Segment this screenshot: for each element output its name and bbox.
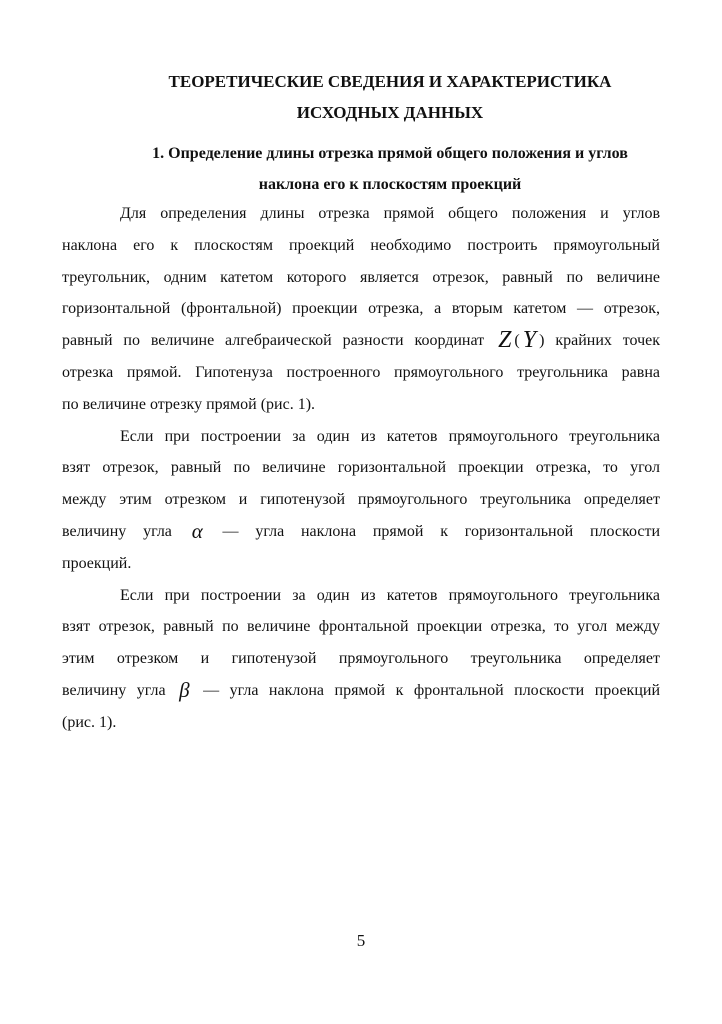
page-title-line-1: ТЕОРЕТИЧЕСКИЕ СВЕДЕНИЯ И ХАРАКТЕРИСТИКА (168, 72, 612, 91)
page-title (150, 66, 630, 128)
open-paren: ( (514, 332, 520, 350)
body-text (62, 198, 660, 739)
paragraph-2-line-4-start: величину угла (62, 522, 172, 540)
paragraph-1-line-1: Для определения длины отрезка прямой общего положения и углов (120, 205, 660, 222)
z-symbol: Z (498, 327, 512, 354)
paragraph-1-line-3: треугольник, одним катетом которого является отрезок, равный по величине (62, 268, 660, 286)
paragraph-1-line-5-start: равный по величине алгебраической разности координат (62, 332, 485, 350)
alpha-symbol: α (191, 518, 203, 543)
paragraph-2-line-3: между этим отрезком и гипотенузой прямоугольного треугольника определяет (62, 491, 660, 509)
paragraph-1-line-2: наклона его к плоскостям проекций необходимо построить прямоугольный (62, 236, 660, 254)
beta-symbol: β (179, 677, 190, 702)
paragraph-3-line-1: Если при построении за один из катетов прямоугольного треугольника (120, 586, 660, 604)
paragraph-3-line-4-start: величину угла (62, 681, 166, 699)
paragraph-1-line-6: отрезка прямой. Гипотенуза построенного прямоугольного треугольника равна (62, 363, 660, 381)
paragraph-1-line-4: горизонтальной (фронтальной) проекции отрезка, а вторым катетом — отрезок, (62, 300, 660, 318)
paragraph-2-line-1: Если при построении за один из катетов прямоугольного треугольника (120, 427, 660, 445)
y-symbol: Y (522, 327, 537, 354)
close-paren: ) (539, 332, 545, 350)
paragraph-3-line-5: (рис. 1). (62, 713, 117, 731)
section-title-line-1: 1. Определение длины отрезка прямой общего положения и углов (152, 145, 628, 162)
paragraph-3-line-3: этим отрезком и гипотенузой прямоугольного треугольника определяет (62, 650, 660, 668)
page-title-line-2: ИСХОДНЫХ ДАННЫХ (296, 103, 484, 122)
paragraph-3-line-4-end: — угла наклона прямой к фронтальной плоскости проекций (203, 681, 661, 699)
paragraph-2-line-4-end: — угла наклона прямой к горизонтальной плоскости (222, 522, 661, 540)
paragraph-1-line-7: по величине отрезку прямой (рис. 1). (62, 395, 316, 413)
paragraph-2-line-5: проекций. (62, 554, 132, 572)
paragraph-2-line-2: взят отрезок, равный по величине горизонтальной проекции отрезка, то угол (62, 459, 660, 477)
section-title (120, 138, 660, 200)
paragraph-1-line-5 (62, 325, 660, 357)
page-number: 5 (356, 931, 366, 950)
paragraph-2-line-4 (62, 516, 660, 548)
paragraph-3-line-2: взят отрезок, равный по величине фронтальной проекции отрезка, то угол между (62, 618, 660, 636)
section-title-line-2: наклона его к плоскостям проекций (258, 176, 522, 193)
paragraph-3-line-4 (62, 675, 660, 707)
paragraph-1-line-5-end: крайних точек (555, 332, 661, 350)
